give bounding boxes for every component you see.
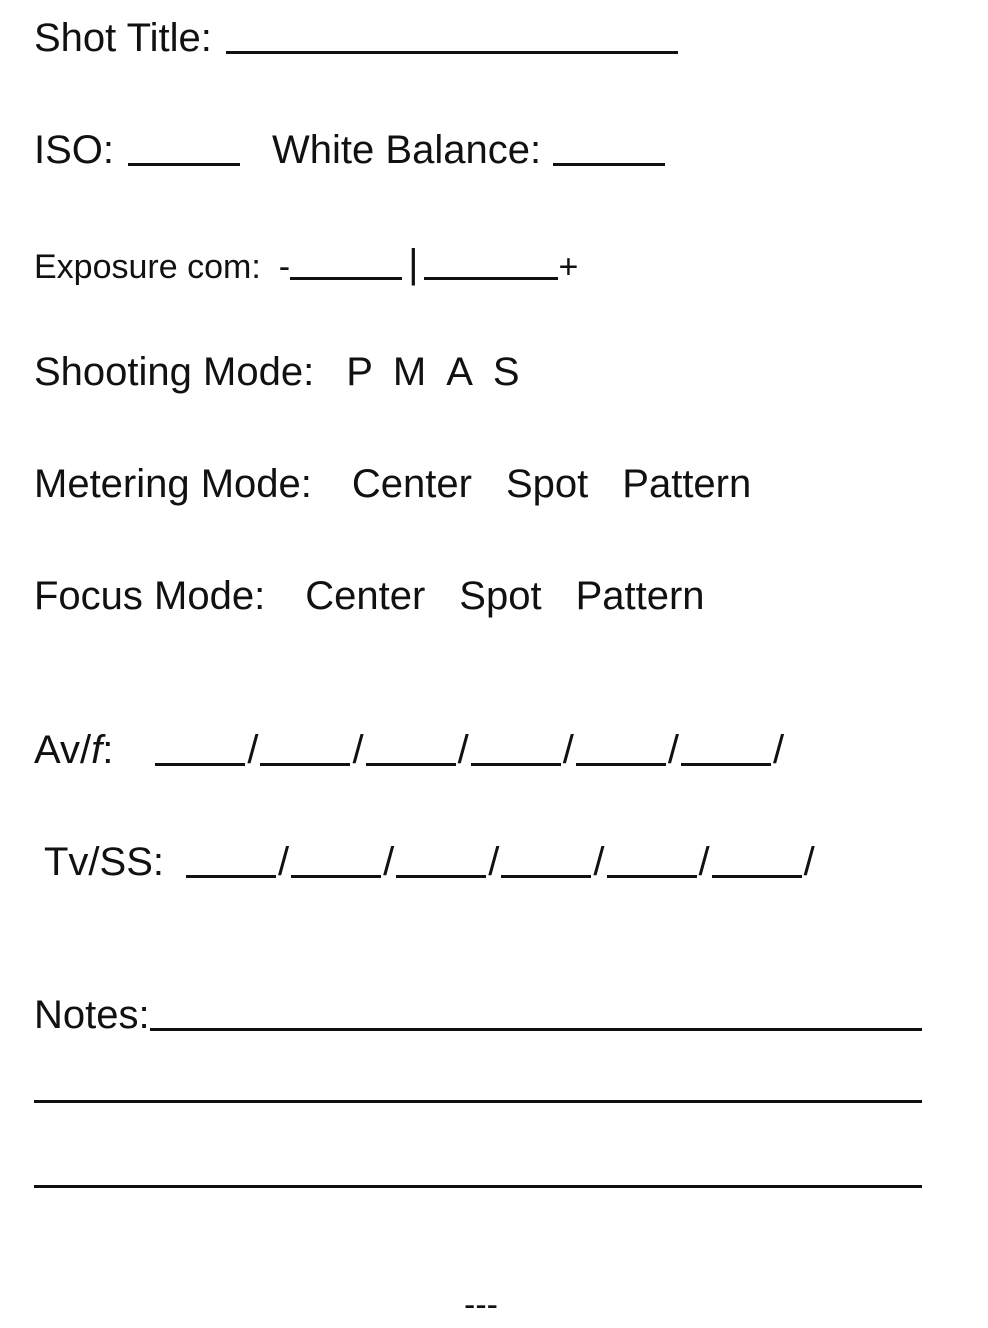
notes-row-3: [34, 1185, 922, 1192]
aperture-separator: /: [457, 728, 469, 772]
exposure-center-mark: |: [408, 242, 419, 286]
metering-mode-option-center[interactable]: Center: [351, 462, 472, 506]
exposure-minus: -: [278, 248, 291, 286]
aperture-separator: /: [352, 728, 364, 772]
shutter-separator: /: [593, 840, 605, 884]
aperture-separator: /: [772, 728, 785, 772]
iso-field[interactable]: [128, 163, 240, 166]
notes-field-line-3[interactable]: [34, 1185, 922, 1188]
notes-label: Notes:: [34, 993, 150, 1037]
exposure-comp-row: [34, 244, 578, 284]
metering-mode-row: [34, 464, 751, 504]
notes-row: [34, 995, 922, 1035]
aperture-field[interactable]: [155, 763, 245, 766]
aperture-fields: [155, 730, 786, 770]
focus-mode-option-spot[interactable]: Spot: [459, 574, 542, 618]
shooting-mode-label: Shooting Mode:: [34, 350, 315, 394]
shooting-mode-option-a[interactable]: A: [446, 350, 473, 394]
shutter-separator: /: [383, 840, 395, 884]
focus-mode-option-center[interactable]: Center: [305, 574, 426, 618]
exposure-comp-label: Exposure com:: [34, 248, 261, 286]
notes-field-line-1[interactable]: [150, 1028, 922, 1031]
aperture-label: Av/f:: [34, 728, 114, 772]
shot-title-label: Shot Title:: [34, 16, 212, 60]
focus-mode-option-pattern[interactable]: Pattern: [575, 574, 705, 618]
white-balance-label: White Balance:: [272, 128, 542, 172]
aperture-field[interactable]: [576, 763, 666, 766]
notes-row-2: [34, 1100, 922, 1107]
shutter-field[interactable]: [607, 875, 697, 878]
iso-wb-row: [34, 130, 665, 170]
metering-mode-option-pattern[interactable]: Pattern: [622, 462, 752, 506]
white-balance-field[interactable]: [553, 163, 665, 166]
shutter-field[interactable]: [712, 875, 802, 878]
shooting-mode-option-p[interactable]: P: [346, 350, 373, 394]
shooting-mode-option-m[interactable]: M: [392, 350, 427, 394]
shutter-separator: /: [803, 840, 815, 884]
shutter-row: [44, 842, 817, 882]
focus-mode-row: [34, 576, 705, 616]
exposure-plus: +: [558, 248, 579, 286]
shutter-label: Tv/SS:: [44, 840, 165, 884]
aperture-field[interactable]: [260, 763, 350, 766]
shooting-mode-row: [34, 352, 520, 392]
shot-title-row: [34, 18, 678, 58]
shutter-field[interactable]: [291, 875, 381, 878]
metering-mode-label: Metering Mode:: [34, 462, 312, 506]
notes-field-line-2[interactable]: [34, 1100, 922, 1103]
aperture-row: [34, 730, 786, 770]
aperture-separator: /: [562, 728, 574, 772]
shutter-field[interactable]: [501, 875, 591, 878]
shutter-separator: /: [698, 840, 710, 884]
shutter-separator: /: [488, 840, 500, 884]
metering-mode-option-spot[interactable]: Spot: [505, 462, 589, 506]
aperture-field[interactable]: [681, 763, 771, 766]
exposure-plus-field[interactable]: [424, 277, 558, 280]
focus-mode-label: Focus Mode:: [34, 574, 266, 618]
shooting-mode-option-s[interactable]: S: [492, 350, 520, 394]
aperture-separator: /: [667, 728, 679, 772]
footer-mark: ---: [464, 1286, 498, 1324]
shutter-field[interactable]: [396, 875, 486, 878]
iso-label: ISO:: [34, 128, 115, 172]
shot-title-field[interactable]: [226, 51, 678, 54]
exposure-minus-field[interactable]: [290, 277, 402, 280]
aperture-field[interactable]: [366, 763, 456, 766]
shutter-fields: [186, 842, 817, 882]
aperture-separator: /: [247, 728, 259, 772]
aperture-field[interactable]: [471, 763, 561, 766]
shutter-separator: /: [278, 840, 290, 884]
shutter-field[interactable]: [186, 875, 276, 878]
